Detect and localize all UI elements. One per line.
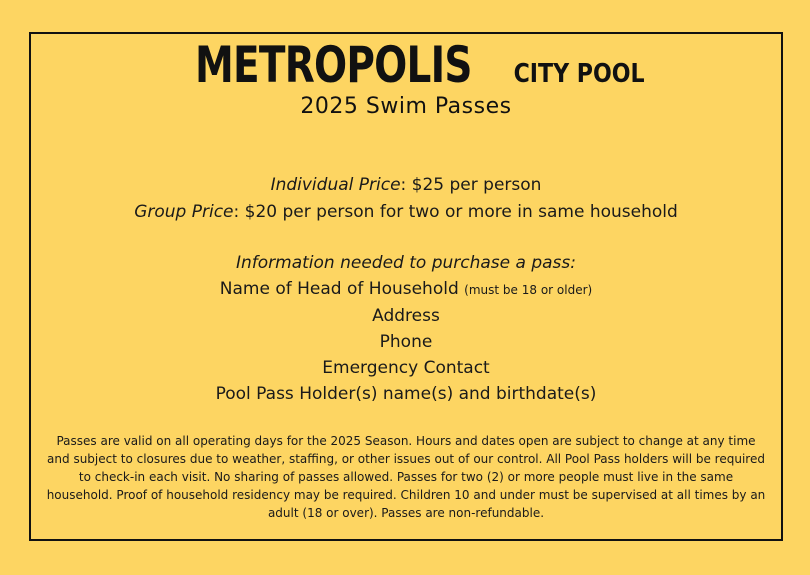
subtitle: 2025 Swim Passes xyxy=(300,94,512,119)
individual-price-line xyxy=(31,172,781,199)
sub-brand-title: CITY POOL xyxy=(513,59,645,89)
group-price-value: : $20 per person for two or more in same household xyxy=(233,202,678,222)
requirement-head-of-household: Name of Head of Household xyxy=(219,279,459,299)
flyer-frame xyxy=(29,32,783,541)
requirement-pass-holders: Pool Pass Holder(s) name(s) and birthdate(s) xyxy=(215,384,597,404)
pricing-section xyxy=(31,172,781,226)
requirement-item xyxy=(31,276,781,303)
individual-price-value: : $25 per person xyxy=(400,175,542,195)
brand-title: METROPOLIS xyxy=(195,36,472,94)
requirement-emergency-contact: Emergency Contact xyxy=(322,358,490,378)
individual-price-label: Individual Price xyxy=(270,175,401,195)
requirement-phone: Phone xyxy=(379,332,433,352)
fine-print: Passes are valid on all operating days for the 2025 Season. Hours and dates open are subject to change at any time and subject to closures due to weather, staffing, or other issues out of our control. All Pool Pass holders will be required to check-in each visit. No sharing of passes allowed. Passes for two (2) or more people must live in the same household. Proof of household residency may be required. Children 10 and under must be supervised at all times by an adult (18 or over). Passes are non-refundable. xyxy=(46,434,766,520)
group-price-label: Group Price xyxy=(134,202,234,222)
requirement-age-note: (must be 18 or older) xyxy=(464,283,593,297)
requirement-address: Address xyxy=(372,306,440,326)
requirements-section xyxy=(31,250,781,407)
group-price-line xyxy=(31,199,781,226)
requirements-heading: Information needed to purchase a pass: xyxy=(236,253,576,273)
title-row xyxy=(31,36,781,94)
